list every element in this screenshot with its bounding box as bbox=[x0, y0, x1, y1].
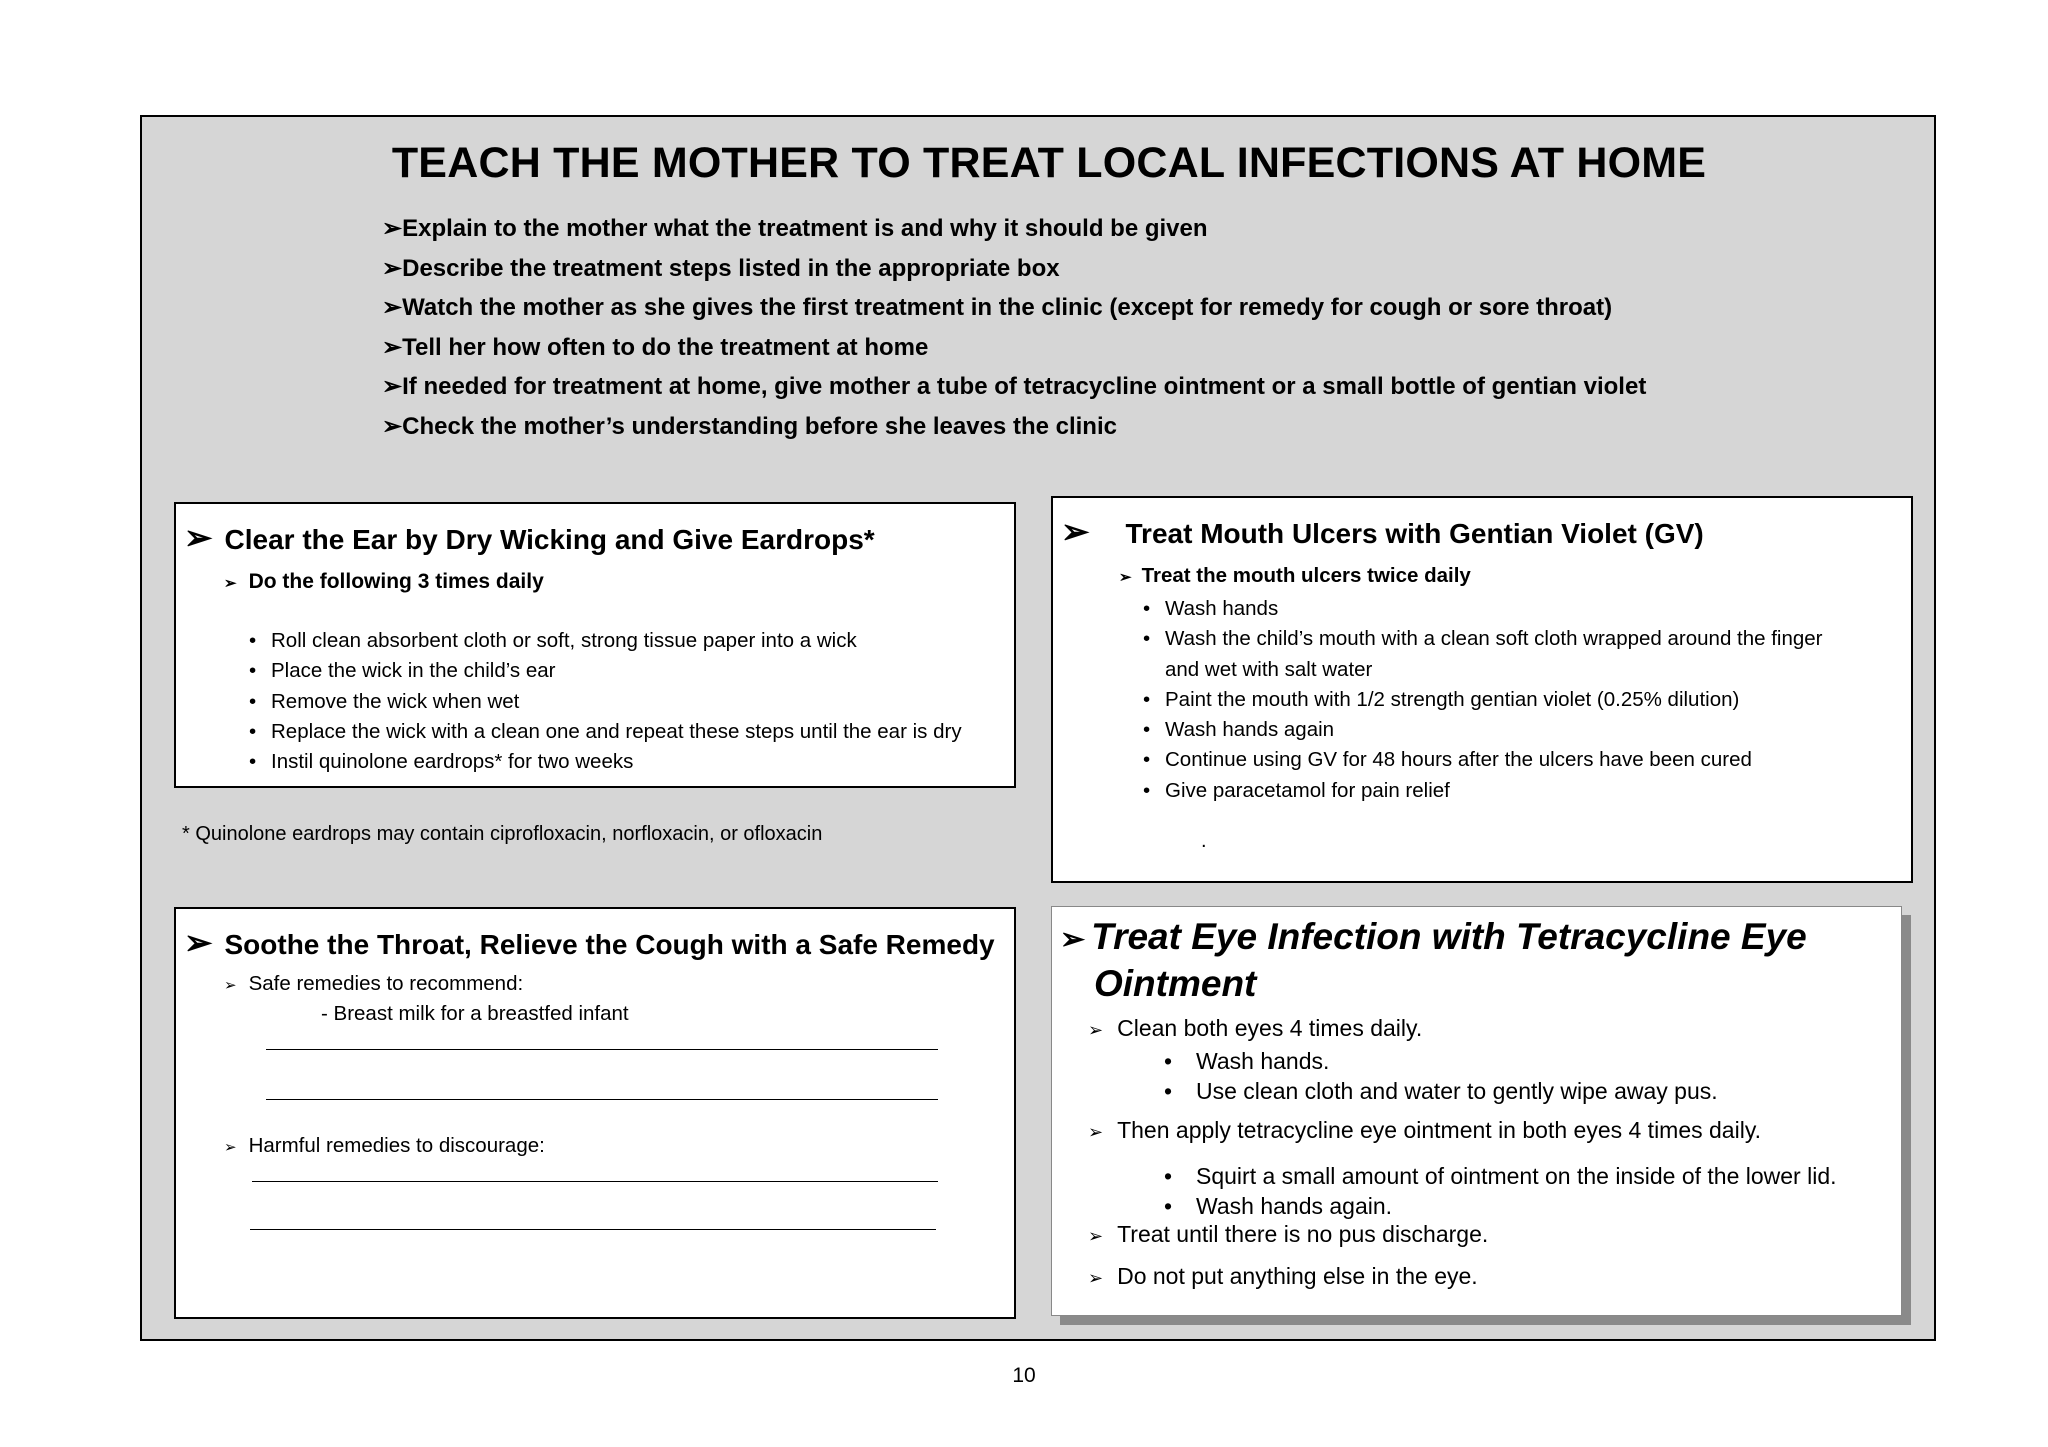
arrow-icon: ➢ bbox=[382, 412, 403, 440]
throat-remedy-box bbox=[174, 907, 1016, 1319]
list-item: • Roll clean absorbent cloth or soft, strong tissue paper into a wick bbox=[249, 626, 962, 656]
eardrops-footnote: * Quinolone eardrops may contain ciprofloxacin, norfloxacin, or ofloxacin bbox=[182, 823, 823, 845]
list-item: • Replace the wick with a clean one and repeat these steps until the ear is dry bbox=[249, 717, 962, 747]
list-item: • Place the wick in the child’s ear bbox=[249, 656, 962, 686]
list-item: • Continue using GV for 48 hours after the ulcers have been cured bbox=[1143, 745, 1823, 775]
arrow-icon: ➢ bbox=[184, 519, 213, 557]
intro-item: ➢Check the mother’s understanding before she leaves the clinic bbox=[382, 407, 1646, 447]
page-title: TEACH THE MOTHER TO TREAT LOCAL INFECTIONS AT HOME bbox=[391, 139, 1707, 187]
eye-step: ➢ Clean both eyes 4 times daily. bbox=[1088, 1015, 1423, 1041]
mouth-heading: ➢ Treat Mouth Ulcers with Gentian Violet (GV) bbox=[1061, 513, 1704, 551]
eye-step: ➢ Treat until there is no pus discharge. bbox=[1088, 1221, 1489, 1247]
arrow-icon: ➢ bbox=[382, 294, 403, 321]
eye-treatment-box bbox=[1051, 906, 1902, 1316]
list-item: • Paint the mouth with 1/2 strength gentian violet (0.25% dilution) bbox=[1143, 685, 1823, 715]
intro-item: ➢If needed for treatment at home, give mother a tube of tetracycline ointment or a small bottle of gentian violet bbox=[382, 367, 1646, 407]
list-item: • Give paracetamol for pain relief bbox=[1143, 776, 1823, 806]
list-item: • Wash hands bbox=[1143, 594, 1823, 624]
arrow-icon: ➢ bbox=[1119, 569, 1132, 586]
intro-item: ➢Tell her how often to do the treatment at home bbox=[382, 328, 1646, 368]
ear-instruction: ➢ Do the following 3 times daily bbox=[224, 570, 544, 593]
ear-treatment-box bbox=[174, 502, 1016, 788]
eye-step1-bullets bbox=[1164, 1046, 1718, 1106]
list-item: • Squirt a small amount of ointment on the inside of the lower lid. bbox=[1164, 1161, 1837, 1191]
eye-step: ➢ Do not put anything else in the eye. bbox=[1088, 1263, 1478, 1289]
ear-heading: ➢ Clear the Ear by Dry Wicking and Give Eardrops* bbox=[184, 519, 875, 557]
arrow-icon: ➢ bbox=[1088, 1122, 1104, 1142]
arrow-icon: ➢ bbox=[184, 924, 213, 962]
blank-line bbox=[252, 1181, 938, 1182]
list-item: • Wash hands again. bbox=[1164, 1191, 1837, 1221]
list-item: • Remove the wick when wet bbox=[249, 687, 962, 717]
eye-step2-bullets bbox=[1164, 1161, 1837, 1221]
mouth-treatment-box bbox=[1051, 496, 1913, 883]
arrow-icon: ➢ bbox=[382, 215, 403, 242]
arrow-icon: ➢ bbox=[224, 1139, 237, 1156]
arrow-icon: ➢ bbox=[382, 254, 403, 282]
list-item: • Wash hands again bbox=[1143, 715, 1823, 745]
intro-list bbox=[382, 209, 1646, 446]
arrow-icon: ➢ bbox=[224, 575, 237, 592]
mouth-steps bbox=[1143, 594, 1823, 806]
safe-remedies-label: ➢ Safe remedies to recommend: bbox=[224, 972, 524, 995]
intro-item: ➢Watch the mother as she gives the first treatment in the clinic (except for remedy for cough or sore throat) bbox=[382, 288, 1646, 328]
list-item: • Instil quinolone eardrops* for two weeks bbox=[249, 747, 962, 777]
list-item: • Wash the child’s mouth with a clean soft cloth wrapped around the finger and wet with salt water bbox=[1143, 624, 1823, 685]
intro-item: ➢Explain to the mother what the treatment is and why it should be given bbox=[382, 209, 1646, 249]
arrow-icon: ➢ bbox=[224, 977, 237, 994]
throat-heading: ➢ Soothe the Throat, Relieve the Cough with a Safe Remedy bbox=[184, 924, 995, 962]
blank-line bbox=[266, 1099, 938, 1100]
page-number: 10 bbox=[1012, 1364, 1036, 1387]
mouth-instruction: ➢ Treat the mouth ulcers twice daily bbox=[1119, 564, 1471, 587]
arrow-icon: ➢ bbox=[1088, 1020, 1104, 1040]
ear-steps bbox=[249, 626, 962, 777]
harmful-remedies-label: ➢ Harmful remedies to discourage: bbox=[224, 1134, 545, 1157]
arrow-icon: ➢ bbox=[382, 373, 403, 400]
eye-heading: ➢ Treat Eye Infection with Tetracycline Eye Ointment bbox=[1060, 916, 1807, 1004]
list-item: • Wash hands. bbox=[1164, 1046, 1718, 1076]
arrow-icon: ➢ bbox=[382, 333, 403, 361]
arrow-icon: ➢ bbox=[1061, 513, 1090, 551]
arrow-icon: ➢ bbox=[1088, 1268, 1104, 1288]
content-frame bbox=[140, 115, 1936, 1341]
eye-step: ➢ Then apply tetracycline eye ointment in both eyes 4 times daily. bbox=[1088, 1117, 1762, 1143]
blank-line bbox=[266, 1049, 938, 1050]
arrow-icon: ➢ bbox=[1088, 1226, 1104, 1246]
stray-dot: . bbox=[1201, 830, 1207, 852]
blank-line bbox=[250, 1229, 936, 1230]
intro-item: ➢Describe the treatment steps listed in the appropriate box bbox=[382, 249, 1646, 289]
safe-remedy-item: - Breast milk for a breastfed infant bbox=[321, 1002, 629, 1025]
list-item: • Use clean cloth and water to gently wipe away pus. bbox=[1164, 1076, 1718, 1106]
arrow-icon: ➢ bbox=[1060, 923, 1086, 956]
